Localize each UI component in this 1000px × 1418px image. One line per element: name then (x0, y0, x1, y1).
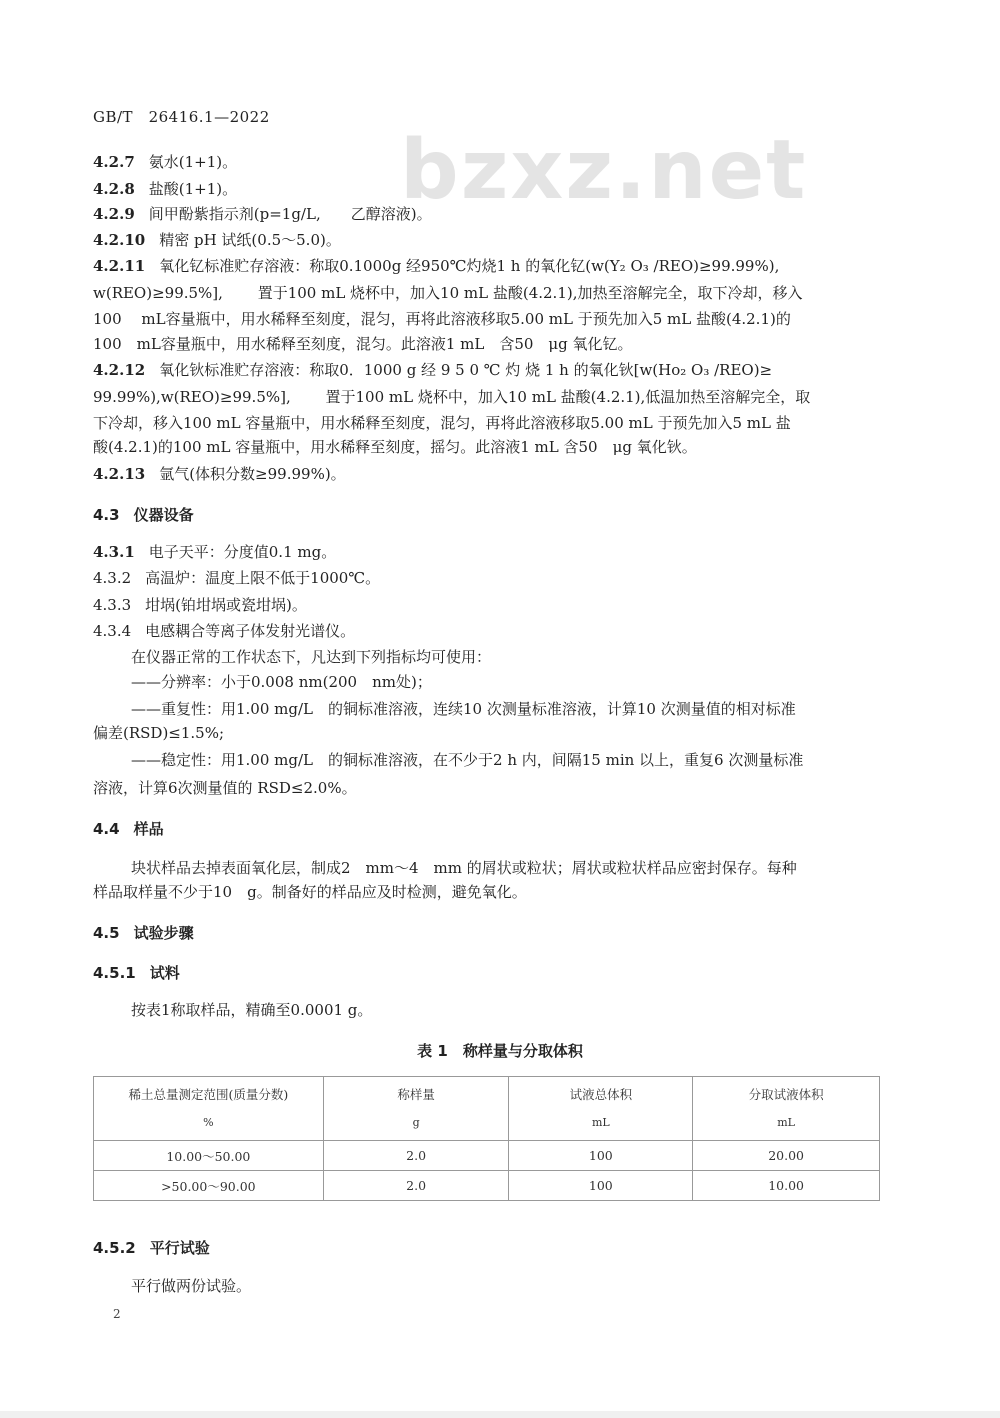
table-row (94, 1141, 880, 1171)
table-cell: 100 (509, 1171, 693, 1201)
parallel-test-text: 平行做两份试验。 (131, 1277, 252, 1295)
clause-4-3-4 (93, 621, 355, 641)
clause-text: 氧化钬标准贮存溶液：称取0．1000 g 经 9 5 0 ℃ 灼 烧 1 h 的氧化钬[w(Ho₂ O₃ /REO)≥ (159, 361, 773, 379)
clause-4-2-11-line-1 (93, 256, 779, 276)
section-number: 4.5.1 (93, 964, 136, 982)
clause-text: 高温炉：温度上限不低于1000℃。 (145, 569, 381, 587)
section-number: 4.3 (93, 506, 120, 524)
clause-number: 4.3.1 (93, 543, 135, 561)
repeatability-item-cont: 偏差(RSD)≤1.5%; (93, 724, 225, 742)
bottom-edge (0, 1411, 1000, 1418)
page-number: 2 (113, 1307, 121, 1321)
clause-4-2-11-line-2: w(REO)≥99.5%], 置于100 mL 烧杯中，加入10 mL 盐酸(4.2.1),加热至溶解完全，取下冷却，移入 (93, 284, 803, 302)
table-cell: 2.0 (323, 1141, 509, 1171)
table-cell: >50.00～90.00 (94, 1171, 324, 1201)
clause-text: 氨水(1+1)。 (148, 153, 238, 171)
table-header-cell: 称样量 g (323, 1077, 509, 1141)
resolution-item: ——分辨率：小于0.008 nm(200 nm处)； (131, 673, 432, 691)
clause-4-2-12-line-1 (93, 360, 772, 380)
clause-4-2-11-line-3: 100 mL容量瓶中，用水稀释至刻度，混匀，再将此溶液移取5.00 mL 于预先加入5 mL 盐酸(4.2.1)的 (93, 310, 791, 328)
clause-4-3-3 (93, 595, 307, 615)
clause-4-2-11-line-4: 100 mL容量瓶中，用水稀释至刻度，混匀。此溶液1 mL 含50 μg 氧化钇。 (93, 335, 633, 353)
clause-4-3-2 (93, 568, 380, 588)
sample-weighing-text: 按表1称取样品，精确至0.0001 g。 (131, 1001, 373, 1019)
section-number: 4.5.2 (93, 1239, 136, 1257)
table-header-cell: 分取试液体积 mL (693, 1077, 880, 1141)
clause-number: 4.3.2 (93, 569, 132, 587)
section-title: 样品 (133, 820, 164, 838)
instrument-intro: 在仪器正常的工作状态下，凡达到下列指标均可使用： (131, 648, 492, 666)
section-4-3-heading (93, 504, 194, 525)
clause-text: 坩埚(铂坩埚或瓷坩埚)。 (145, 596, 307, 614)
clause-4-2-12-line-2: 99.99%),w(REO)≥99.5%], 置于100 mL 烧杯中，加入10 mL 盐酸(4.2.1),低温加热至溶解完全，取 (93, 388, 811, 406)
table-cell: 10.00～50.00 (94, 1141, 324, 1171)
section-title: 试验步骤 (133, 924, 194, 942)
clause-4-2-9 (93, 204, 432, 224)
section-number: 4.4 (93, 820, 120, 838)
watermark: bzxz.net (400, 123, 808, 218)
section-title: 仪器设备 (133, 506, 194, 524)
table-header-cell: 稀土总量测定范围(质量分数) % (94, 1077, 324, 1141)
clause-text: 盐酸(1+1)。 (148, 180, 238, 198)
table-header-row (94, 1077, 880, 1141)
repeatability-item: ——重复性：用1.00 mg/L 的铜标准溶液，连续10 次测量标准溶液，计算10 次测量值的相对标准 (131, 700, 796, 718)
section-4-5-2-heading (93, 1237, 210, 1258)
section-4-5-1-heading (93, 962, 180, 983)
sample-text-line-1: 块状样品去掉表面氧化层，制成2 mm～4 mm 的屑状或粒状；屑状或粒状样品应密封保存。每种 (131, 859, 797, 877)
table-cell: 20.00 (693, 1141, 880, 1171)
section-number: 4.5 (93, 924, 120, 942)
table-1 (93, 1076, 880, 1201)
table-header-cell: 试液总体积 mL (509, 1077, 693, 1141)
clause-number: 4.2.7 (93, 153, 135, 171)
table-cell: 100 (509, 1141, 693, 1171)
clause-4-3-1 (93, 542, 336, 562)
clause-4-2-7 (93, 152, 237, 172)
section-4-5-heading (93, 922, 194, 943)
table-row (94, 1171, 880, 1201)
table-1-caption: 表 1 称样量与分取体积 (417, 1042, 583, 1060)
clause-4-2-13 (93, 464, 346, 484)
clause-number: 4.2.13 (93, 465, 146, 483)
clause-text: 电感耦合等离子体发射光谱仪。 (145, 622, 356, 640)
clause-number: 4.2.11 (93, 257, 146, 275)
clause-text: 间甲酚紫指示剂(p=1g/L, 乙醇溶液)。 (148, 205, 432, 223)
section-4-4-heading (93, 818, 164, 839)
clause-number: 4.3.3 (93, 596, 132, 614)
stability-item: ——稳定性：用1.00 mg/L 的铜标准溶液，在不少于2 h 内，间隔15 min 以上，重复6 次测量标准 (131, 751, 804, 769)
standard-code-header: GB/T 26416.1—2022 (93, 108, 270, 126)
clause-number: 4.2.9 (93, 205, 135, 223)
table-cell: 10.00 (693, 1171, 880, 1201)
clause-number: 4.2.12 (93, 361, 146, 379)
section-title: 平行试验 (149, 1239, 210, 1257)
sample-text-line-2: 样品取样量不少于10 g。制备好的样品应及时检测，避免氧化。 (93, 883, 527, 901)
stability-item-cont: 溶液，计算6次测量值的 RSD≤2.0%。 (93, 779, 357, 797)
clause-text: 氩气(体积分数≥99.99%)。 (159, 465, 346, 483)
table-cell: 2.0 (323, 1171, 509, 1201)
clause-text: 精密 pH 试纸(0.5～5.0)。 (159, 231, 341, 249)
clause-number: 4.2.10 (93, 231, 146, 249)
clause-number: 4.2.8 (93, 180, 135, 198)
clause-text: 电子天平：分度值0.1 mg。 (148, 543, 337, 561)
clause-4-2-12-line-3: 下冷却，移入100 mL 容量瓶中，用水稀释至刻度，混匀，再将此溶液移取5.00 mL 于预先加入5 mL 盐 (93, 414, 791, 432)
clause-4-2-8 (93, 179, 237, 199)
clause-number: 4.3.4 (93, 622, 132, 640)
clause-4-2-12-line-4: 酸(4.2.1)的100 mL 容量瓶中，用水稀释至刻度，摇匀。此溶液1 mL 含50 μg 氧化钬。 (93, 438, 697, 456)
clause-4-2-10 (93, 230, 341, 250)
clause-text: 氧化钇标准贮存溶液：称取0.1000g 经950℃灼烧1 h 的氧化钇(w(Y₂ O₃ /REO)≥99.99%), (159, 257, 780, 275)
section-title: 试料 (149, 964, 180, 982)
